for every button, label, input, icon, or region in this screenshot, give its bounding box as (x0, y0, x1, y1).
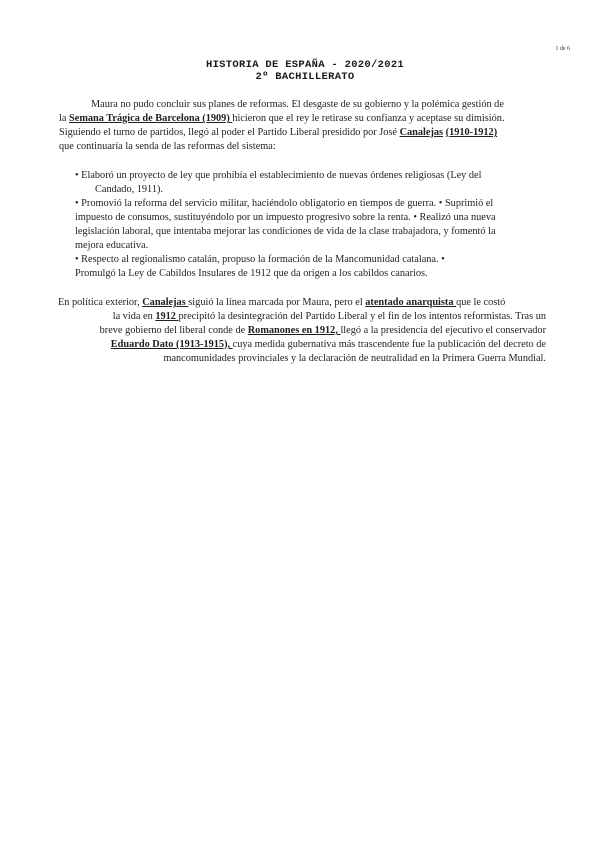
term-atentado-anarquista: atentado anarquista (365, 297, 457, 308)
list-item-continuation: Candado, 1911). (95, 184, 163, 195)
term-canalejas: Canalejas (399, 127, 444, 138)
text-line: Maura no pudo concluir sus planes de reformas. El desgaste de su gobierno y la polémica gestión de (91, 99, 504, 110)
term-eduardo-dato: Eduardo Dato (1913-1915), (110, 339, 233, 350)
list-item: • Promovió la reforma del servicio militar, haciéndolo obligatorio en tiempos de guerra. • Suprimió el (75, 198, 494, 209)
text-run: la (59, 113, 70, 124)
text-line: que continuaría la senda de las reformas del sistema: (59, 141, 276, 152)
paragraph-foreign-policy (58, 296, 546, 366)
text-run: la vida en (112, 311, 156, 322)
list-item: mejora educativa. (75, 240, 149, 251)
text-line: mancomunidades provinciales y la declaración de neutralidad en la Primera Guerra Mundial. (163, 353, 546, 364)
text-line (59, 126, 539, 140)
text-run: que le costó (456, 297, 506, 308)
text-run: precipitó la desintegración del Partido Liberal y el fin de los intentos reformistas. Tras un (178, 311, 546, 322)
list-item: impuesto de consumos, sustituyéndolo por un impuesto progresivo sobre la renta. • Realizó una nueva (75, 212, 496, 223)
header-subtitle: 2º BACHILLERATO (255, 71, 355, 83)
term-romanones: Romanones en 1912, (247, 325, 341, 336)
text-run: siguió la línea marcada por Maura, pero el (188, 297, 366, 308)
page-number: 1 de 6 (555, 46, 570, 52)
text-run: hicieron que el rey le retirase su confianza y aceptase su dimisión. (232, 113, 505, 124)
header-title: HISTORIA DE ESPAÑA - 2020/2021 (205, 59, 405, 71)
text-line (59, 112, 539, 126)
text-line (58, 338, 546, 352)
document-header (0, 59, 600, 83)
text-line (58, 296, 546, 310)
text-run: En política exterior, (58, 297, 143, 308)
text-run: cuya medida gubernativa más trascendente fue la publicación del decreto de (232, 339, 546, 350)
text-run: Siguiendo el turno de partidos, llegó al poder el Partido Liberal presidido por José (59, 127, 400, 138)
list-item: • Respecto al regionalismo catalán, propuso la formación de la Mancomunidad catalana. • (75, 254, 445, 265)
text-run: breve gobierno del liberal conde de (99, 325, 248, 336)
term-dates-canalejas: (1910-1912) (445, 127, 498, 138)
list-item: Promulgó la Ley de Cabildos Insulares de 1912 que da origen a los cabildos canarios. (75, 268, 428, 279)
reforms-list (75, 169, 535, 281)
term-semana-tragica: Semana Trágica de Barcelona (1909) (69, 113, 233, 124)
text-line (58, 310, 546, 324)
term-1912: 1912 (155, 311, 179, 322)
term-canalejas: Canalejas (142, 297, 189, 308)
text-run: llegó a la presidencia del ejecutivo el conservador (340, 325, 546, 336)
paragraph-intro (59, 98, 539, 154)
list-item: legislación laboral, que intentaba mejorar las condiciones de vida de la clase trabajadora, y fomentó la (75, 226, 496, 237)
list-item: • Elaboró un proyecto de ley que prohibía el establecimiento de nuevas órdenes religiosas (Ley del (75, 170, 482, 181)
text-line (58, 324, 546, 338)
